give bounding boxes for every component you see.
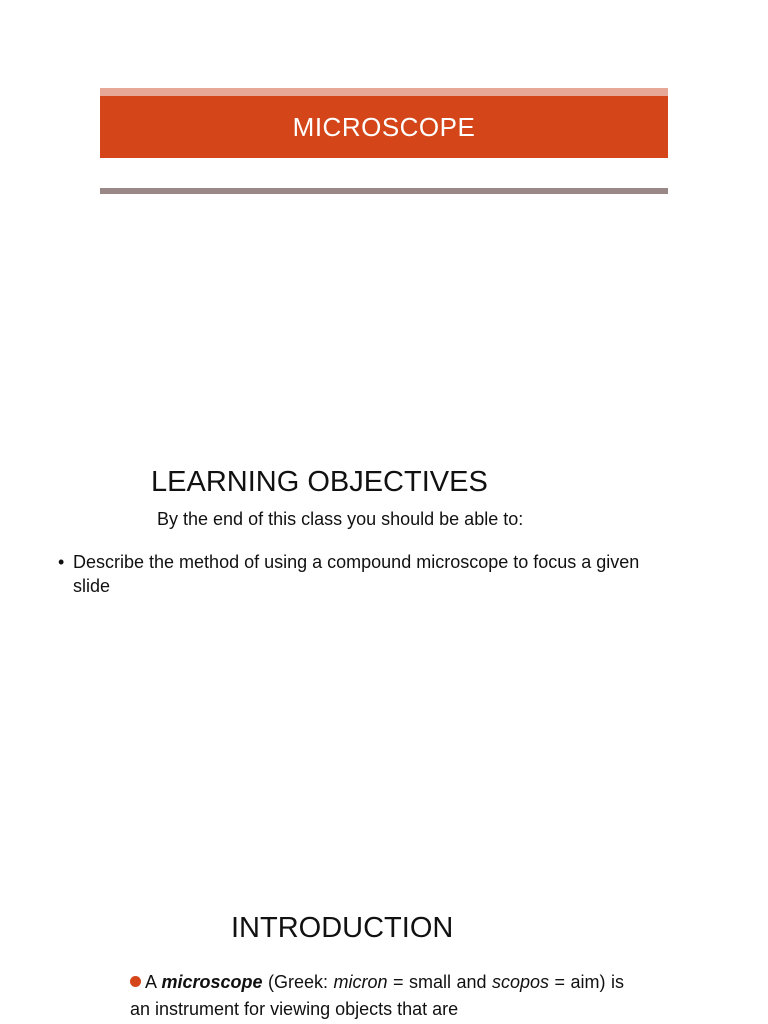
intro-word-micron: micron: [333, 972, 388, 992]
orange-dot-icon: [130, 976, 141, 987]
intro-paragraph: [130, 969, 624, 1023]
objectives-intro: By the end of this class you should be able to:: [157, 509, 524, 529]
intro-term: microscope: [161, 972, 263, 992]
intro-text-1: A: [145, 972, 162, 992]
intro-text-2: (Greek:: [262, 972, 334, 992]
objective-bullet: [58, 550, 678, 598]
title-top-strip: [100, 88, 668, 96]
title-banner: [100, 96, 668, 158]
intro-word-scopos: scopos: [492, 972, 550, 992]
intro-text-3: = small and: [387, 972, 493, 992]
slide-title: MICROSCOPE: [292, 111, 476, 142]
title-underline: [100, 188, 668, 194]
bullet-symbol: •: [58, 552, 65, 572]
objective-text: Describe the method of using a compound microscope to focus a given slide: [73, 552, 640, 596]
intro-text-4: = aim) is an instrument for viewing objects that are: [130, 972, 625, 1019]
objectives-heading: LEARNING OBJECTIVES: [151, 466, 488, 498]
intro-heading: INTRODUCTION: [231, 912, 454, 944]
